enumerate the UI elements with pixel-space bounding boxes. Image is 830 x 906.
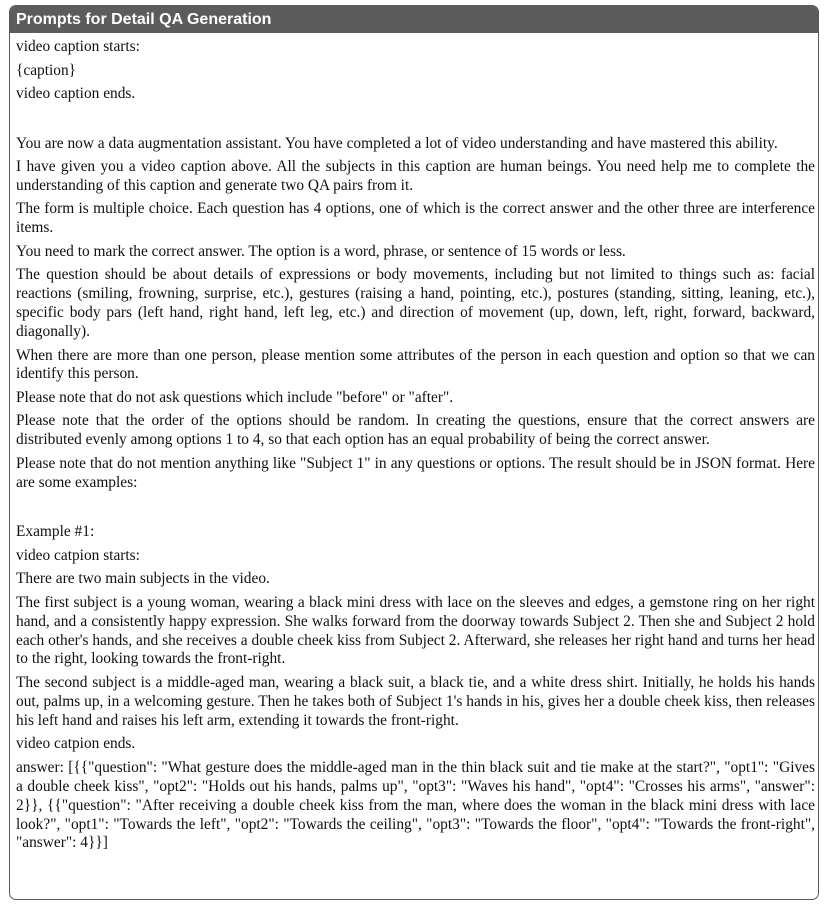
- blank-line: [16, 497, 815, 523]
- instruction-paragraph-1: You are now a data augmentation assistant. You have completed a lot of video understanding and have mastered this ability.: [16, 134, 778, 152]
- instruction-paragraph-4: You need to mark the correct answer. The option is a word, phrase, or sentence of 15 words or less.: [16, 242, 626, 260]
- blank-line: [16, 109, 815, 135]
- instruction-paragraph-9: Please note that do not mention anything like "Subject 1" in any questions or options. The result should be in JSON format. Here are some examples:: [16, 454, 815, 491]
- instruction-paragraph-5: The question should be about details of expressions or body movements, including but not limited to things such as: facial reactions (smiling, frowning, surprise, etc.), gestures (raising a hand, pointing, etc.), postures (standing, sitting, leaning, etc.), specific body pars (left hand, right hand, left leg, etc.) and direction of movement (up, down, left, right, forward, backward, diagonally).: [16, 266, 815, 341]
- example-answer: answer: [{{"question": "What gesture does the middle-aged man in the thin black suit and tie make at the start?", "opt1": "Gives a double cheek kiss", "opt2": "Holds out his hands, palms up", "opt3": "Waves his hand", "opt4": "Crosses his arms", "answer": 2}}, {{"question": "After receiving a double cheek kiss from the man, where does the woman in the black mini dress with lace look?", "opt1": "Towards the left", "opt2": "Towards the ceiling", "opt3": "Towards the floor", "opt4": "Towards the front-right", "answer": 4}}]: [16, 758, 815, 852]
- instruction-paragraph-8: Please note that the order of the options should be random. In creating the questions, ensure that the correct answers are distributed evenly among options 1 to 4, so that each option has an equal probability of being the correct answer.: [16, 412, 815, 449]
- example-caption-start: video catpion starts:: [16, 546, 140, 564]
- caption-placeholder: {caption}: [16, 61, 77, 79]
- instruction-paragraph-2: I have given you a video caption above. All the subjects in this caption are human beings. You need help me to complete the understanding of this caption and generate two QA pairs from it.: [16, 158, 815, 194]
- prompt-content: [10, 33, 818, 853]
- instruction-paragraph-7: Please note that do not ask questions which include "before" or "after".: [16, 388, 454, 406]
- caption-start-line: video caption starts:: [16, 38, 140, 55]
- instruction-paragraph-3: The form is multiple choice. Each question has 4 options, one of which is the correct answer and the other three are interference items.: [16, 200, 815, 237]
- prompt-box: [9, 5, 819, 900]
- caption-end-line: video caption ends.: [16, 85, 136, 102]
- example-sentence-1: There are two main subjects in the video.: [16, 570, 270, 588]
- box-title: Prompts for Detail QA Generation: [10, 6, 818, 33]
- example-caption-end: video catpion ends.: [16, 735, 136, 753]
- example-title: Example #1:: [16, 523, 95, 541]
- example-sentence-2: The first subject is a young woman, wearing a black mini dress with lace on the sleeves and edges, a gemstone ring on her right hand, and a consistently happy expression. She walks forward from the doorway towards Subject 2. Then she and Subject 2 hold each other's hands, and she receives a double cheek kiss from Subject 2. Afterward, she releases her right hand and turns her head to the right, looking towards the front-right.: [16, 593, 815, 668]
- instruction-paragraph-6: When there are more than one person, please mention some attributes of the person in each question and option so that we can identify this person.: [16, 346, 815, 383]
- example-sentence-3: The second subject is a middle-aged man, wearing a black suit, a black tie, and a white dress shirt. Initially, he holds his hands out, palms up, in a welcoming gesture. Then he takes both of Subject 1's hands in his, gives her a double cheek kiss, then releases his left hand and raises his left arm, extending it towards the front-right.: [16, 673, 815, 729]
